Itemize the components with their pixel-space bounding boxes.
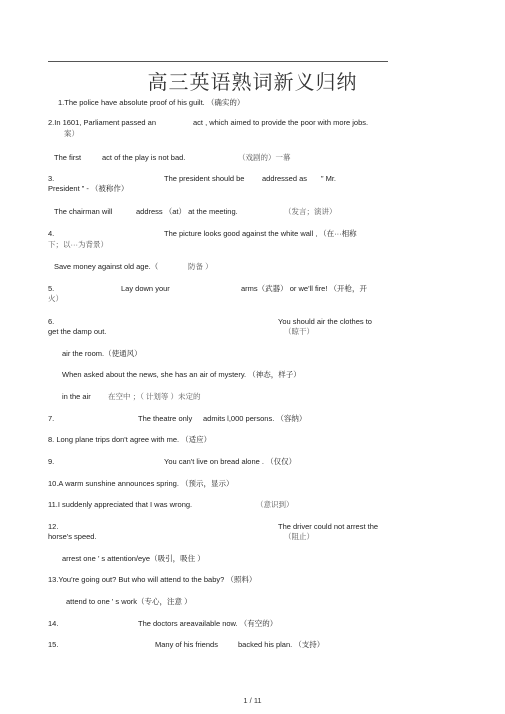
page-title: 高三英语熟词新义归纳: [147, 70, 358, 94]
entry-2-text: 2.In 1601, Parliament passed an: [48, 118, 156, 127]
entry-6-number: 6.: [48, 317, 55, 326]
entry-7-text: admits l,000 persons. （容纳）: [203, 414, 307, 423]
entry-4b-note: 防备 ）: [188, 262, 213, 271]
entry-13: 13.You're going out? But who will attend to the baby? （照料）: [48, 575, 257, 584]
entry-15-text: backed his plan. （支持）: [238, 640, 325, 649]
entry-6-note: （晾干）: [284, 327, 314, 336]
entry-15-text: Many of his friends: [155, 640, 218, 649]
entry-6-text: You should air the clothes to: [278, 317, 372, 326]
entry-6d-text: in the air: [62, 392, 91, 401]
entry-4-text: The picture looks good against the white wall ．（在···相称: [164, 229, 357, 238]
entry-7-number: 7.: [48, 414, 55, 423]
entry-1: 1.The police have absolute proof of his guilt. （确实的）: [58, 98, 245, 107]
entry-11-note: （意识到）: [256, 500, 294, 509]
entry-3-number: 3.: [48, 174, 55, 183]
entry-13b-text: attend to one ' s work（专心，注意 ）: [66, 597, 192, 606]
entry-4-note: 下；以···为背景）: [48, 240, 108, 249]
entry-2b-text: The first: [54, 153, 82, 162]
entry-2-text: act , which aimed to provide the poor with more jobs.: [193, 118, 369, 127]
entry-5-text: arms（武器） or we'll fire! （开枪，开: [241, 284, 368, 293]
entry-3-text: addressed as: [262, 174, 308, 183]
entry-5-text: Lay down your: [121, 284, 170, 293]
entry-12-note: （阻止）: [284, 532, 314, 541]
entry-2b-note: （戏剧的）一幕: [238, 153, 291, 162]
entry-5-note: 火）: [48, 294, 63, 303]
entry-15-number: 15.: [48, 640, 59, 649]
entry-5-number: 5.: [48, 284, 55, 293]
entry-3b-text: The chairman will: [54, 207, 113, 216]
header-rule: [48, 61, 388, 62]
entry-6c-text: When asked about the news, she has an air of mystery. （神态，样子）: [62, 370, 301, 379]
entry-9-number: 9.: [48, 457, 55, 466]
page-number: 1 / 11: [243, 696, 262, 705]
entry-11-text: 11.I suddenly appreciated that I was wrong.: [48, 500, 193, 509]
entry-12-number: 12.: [48, 522, 59, 531]
entry-2-note: 案）: [64, 129, 79, 138]
entry-3b-note: （发言；演讲）: [284, 207, 337, 216]
entry-10: 10.A warm sunshine announces spring. （预示，显示）: [48, 479, 234, 488]
entry-4-number: 4.: [48, 229, 55, 238]
entry-3-text: President ” - （被称作）: [48, 184, 129, 193]
entry-4b-text: Save money against old age.（: [54, 262, 159, 271]
entry-8: 8. Long plane trips don't agree with me. （适应）: [48, 435, 212, 444]
entry-2b-text: act of the play is not bad.: [102, 153, 186, 162]
entry-12-text: The driver could not arrest the: [278, 522, 379, 531]
entry-6d-note: 在空中 ；（ 计划等 ）未定的: [108, 392, 201, 401]
entry-3b-text: address （at） at the meeting.: [136, 207, 238, 216]
entry-6b-text: air the room.（使通风）: [62, 349, 142, 358]
entry-6-text: get the damp out.: [48, 327, 107, 336]
entry-3-text: The president should be: [164, 174, 245, 183]
entry-9-text: You can't live on bread alone . （仅仅）: [164, 457, 297, 466]
entry-12-text: horse's speed.: [48, 532, 97, 541]
entry-7-text: The theatre only: [138, 414, 193, 423]
entry-14-number: 14.: [48, 619, 59, 628]
entry-14-text: The doctors areavailable now. （有空的）: [138, 619, 278, 628]
entry-3-text: ” Mr.: [321, 174, 336, 183]
entry-12b-text: arrest one ’ s attention/eye（吸引，吸住 ）: [62, 554, 205, 563]
